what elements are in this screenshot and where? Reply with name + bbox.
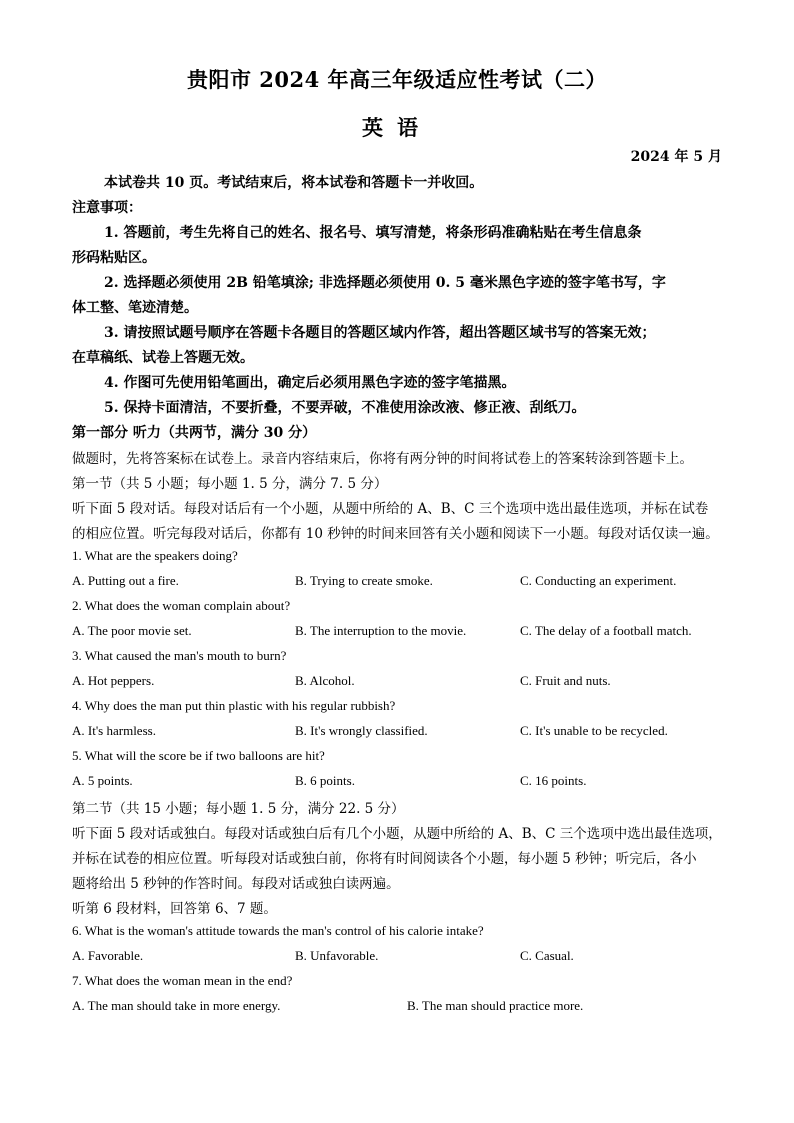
section2-instr-line2: 并标在试卷的相应位置。听每段对话或独白前，你将有时间阅读各个小题，每小题 5 秒钟；听完后，各小: [72, 851, 697, 867]
section1-instr-line2: 的相应位置。听完每段对话后，你都有 10 秒钟的时间来回答有关小题和阅读下一小题。每段对话仅读一遍。: [72, 526, 719, 542]
q2-option-a: A. The poor movie set.: [72, 623, 192, 638]
q4-option-a: A. It's harmless.: [72, 723, 156, 738]
question-2: 2. What does the woman complain about?: [72, 598, 291, 613]
q1-option-c: C. Conducting an experiment.: [520, 573, 677, 588]
part1-heading: 第一部分 听力（共两节，满分 30 分）: [72, 425, 317, 441]
q3-option-a: A. Hot peppers.: [72, 673, 155, 688]
note-1-line1: 1. 答题前，考生先将自己的姓名、报名号、填写清楚，将条形码准确粘贴在考生信息条: [104, 225, 642, 241]
q3-option-c: C. Fruit and nuts.: [520, 673, 611, 688]
q5-option-a: A. 5 points.: [72, 773, 133, 788]
question-1: 1. What are the speakers doing?: [72, 548, 238, 563]
material-6-label: 听第 6 段材料，回答第 6、7 题。: [72, 901, 277, 917]
q1-option-b: B. Trying to create smoke.: [295, 573, 433, 588]
q1-option-a: A. Putting out a fire.: [72, 573, 179, 588]
note-3-line1: 3. 请按照试题号顺序在答题卡各题目的答题区域内作答，超出答题区域书写的答案无效；: [104, 325, 656, 341]
section2-instr-line1: 听下面 5 段对话或独白。每段对话或独白后有几个小题，从题中所给的 A、B、C 三个选项中选出最佳选项，: [72, 826, 722, 842]
question-3: 3. What caused the man's mouth to burn?: [72, 648, 287, 663]
exam-title: 贵阳市 2024 年高三年级适应性考试（二）: [186, 67, 608, 92]
notes-heading: 注意事项：: [72, 200, 142, 216]
q2-option-b: B. The interruption to the movie.: [295, 623, 467, 638]
q7-option-b: B. The man should practice more.: [407, 998, 584, 1013]
q5-option-b: B. 6 points.: [295, 773, 355, 788]
q7-option-a: A. The man should take in more energy.: [72, 998, 281, 1013]
q4-option-c: C. It's unable to be recycled.: [520, 723, 668, 738]
note-5-line1: 5. 保持卡面清洁，不要折叠，不要弄破，不准使用涂改液、修正液、刮纸刀。: [104, 400, 586, 416]
question-5: 5. What will the score be if two balloons are hit?: [72, 748, 325, 763]
subject-title: 英语: [362, 115, 432, 140]
note-2-line2: 体工整、笔迹清楚。: [72, 300, 198, 316]
question-6: 6. What is the woman's attitude towards the man's control of his calorie intake?: [72, 923, 484, 938]
exam-date: 2024 年 5 月: [630, 149, 722, 165]
section2-instr-line3: 题将给出 5 秒钟的作答时间。每段对话或独白读两遍。: [72, 876, 400, 892]
q2-option-c: C. The delay of a football match.: [520, 623, 692, 638]
section1-heading: 第一节（共 5 小题；每小题 1. 5 分，满分 7. 5 分）: [72, 476, 388, 492]
q6-option-b: B. Unfavorable.: [295, 948, 379, 963]
question-4: 4. Why does the man put thin plastic with his regular rubbish?: [72, 698, 396, 713]
q6-option-a: A. Favorable.: [72, 948, 144, 963]
section2-heading: 第二节（共 15 小题；每小题 1. 5 分，满分 22. 5 分）: [72, 801, 405, 817]
note-3-line2: 在草稿纸、试卷上答题无效。: [72, 350, 254, 366]
intro-line: 本试卷共 10 页。考试结束后，将本试卷和答题卡一并收回。: [104, 175, 484, 191]
q4-option-b: B. It's wrongly classified.: [295, 723, 428, 738]
q5-option-c: C. 16 points.: [520, 773, 587, 788]
note-4-line1: 4. 作图可先使用铅笔画出，确定后必须用黑色字迹的签字笔描黑。: [104, 375, 516, 391]
part1-instruction: 做题时，先将答案标在试卷上。录音内容结束后，你将有两分钟的时间将试卷上的答案转涂到答题卡上。: [72, 451, 693, 467]
note-1-line2: 形码粘贴区。: [72, 250, 156, 266]
q3-option-b: B. Alcohol.: [295, 673, 355, 688]
q6-option-c: C. Casual.: [520, 948, 574, 963]
section1-instr-line1: 听下面 5 段对话。每段对话后有一个小题，从题中所给的 A、B、C 三个选项中选出最佳选项，并标在试卷: [72, 501, 709, 517]
question-7: 7. What does the woman mean in the end?: [72, 973, 293, 988]
note-2-line1: 2. 选择题必须使用 2B 铅笔填涂; 非选择题必须使用 0. 5 毫米黑色字迹的签字笔书写，字: [104, 275, 666, 291]
